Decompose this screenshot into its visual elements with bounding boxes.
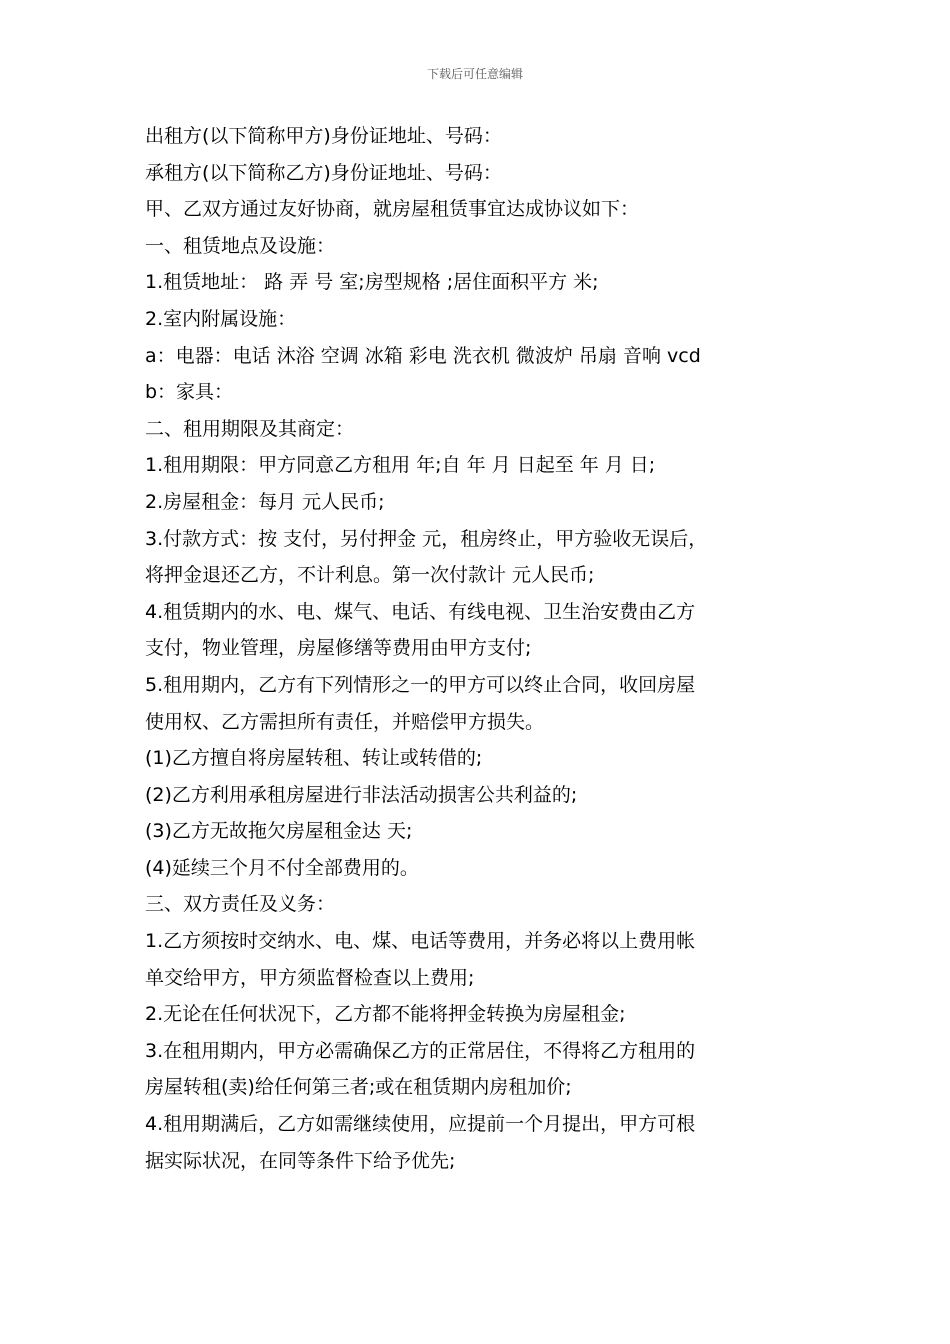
text-line: 3.付款方式：按 支付，另付押金 元，租房终止，甲方验收无误后， <box>145 527 708 550</box>
text-line: 出租方(以下简称甲方)身份证地址、号码： <box>145 125 502 147</box>
text-line: 5.租用期内，乙方有下列情形之一的甲方可以终止合同，收回房屋 <box>145 673 696 696</box>
text-line: a：电器：电话 沐浴 空调 冰箱 彩电 洗衣机 微波炉 吊扇 音响 vcd <box>145 344 701 367</box>
text-line: 2.无论在任何状况下，乙方都不能将押金转换为房屋租金; <box>145 1003 626 1026</box>
text-line: b：家具： <box>145 381 234 404</box>
text-line: 4.租赁期内的水、电、煤气、电话、有线电视、卫生治安费由乙方 <box>145 600 696 623</box>
text-line: 据实际状况，在同等条件下给予优先; <box>145 1149 456 1172</box>
text-line: 甲、乙双方通过友好协商，就房屋租赁事宜达成协议如下： <box>145 198 640 221</box>
text-line: (1)乙方擅自将房屋转租、转让或转借的; <box>145 747 483 770</box>
text-line: 1.租赁地址： 路 弄 号 室;房型规格 ;居住面积平方 米; <box>145 271 599 294</box>
text-line: 将押金退还乙方，不计利息。第一次付款计 元人民币; <box>145 564 595 587</box>
section-heading: 三、双方责任及义务： <box>145 893 336 916</box>
section-heading: 一、租赁地点及设施： <box>145 234 336 257</box>
text-line: 支付，物业管理，房屋修缮等费用由甲方支付; <box>145 637 532 660</box>
document-body <box>145 118 810 1179</box>
text-line: 1.租用期限：甲方同意乙方租用 年;自 年 月 日起至 年 月 日; <box>145 454 656 477</box>
section-heading: 二、租用期限及其商定： <box>145 417 355 440</box>
text-line: 2.室内附属设施： <box>145 307 297 330</box>
text-line: 使用权、乙方需担所有责任，并赔偿甲方损失。 <box>145 710 545 733</box>
text-line: 单交给甲方，甲方须监督检查以上费用; <box>145 966 475 989</box>
text-line: 3.在租用期内，甲方必需确保乙方的正常居住，不得将乙方租用的 <box>145 1039 696 1062</box>
text-line: 1.乙方须按时交纳水、电、煤、电话等费用，并务必将以上费用帐 <box>145 930 696 953</box>
page-header: 下载后可任意编辑 <box>426 67 523 81</box>
text-line: 4.租用期满后，乙方如需继续使用，应提前一个月提出，甲方可根 <box>145 1113 696 1136</box>
text-line: 房屋转租(卖)给任何第三者;或在租赁期内房租加价; <box>145 1076 572 1099</box>
text-line: (3)乙方无故拖欠房屋租金达 天; <box>145 820 413 843</box>
text-line: (4)延续三个月不付全部费用的。 <box>145 856 419 879</box>
text-line: 2.房屋租金：每月 元人民币; <box>145 490 385 513</box>
text-line: 承租方(以下简称乙方)身份证地址、号码： <box>145 161 502 184</box>
text-line: (2)乙方利用承租房屋进行非法活动损害公共利益的; <box>145 783 578 806</box>
